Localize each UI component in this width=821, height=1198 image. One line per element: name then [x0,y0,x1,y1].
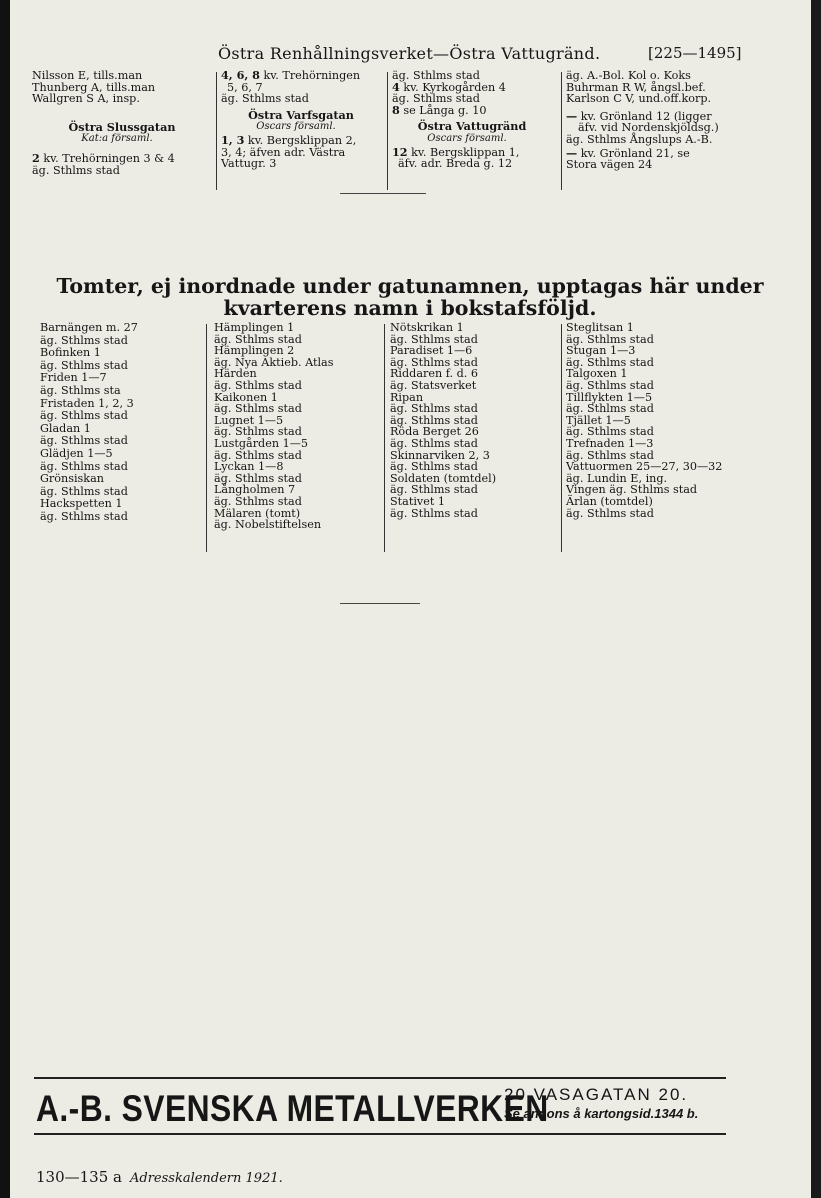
list-item: Vingen äg. Sthlms stad [566,483,698,497]
list-item: Vattuormen 25—27, 30—32 [566,460,723,474]
list-item: äg. Sthlms stad [566,402,654,416]
top-column-4 [566,70,719,171]
property-number: 4, 6, 8 [221,68,260,82]
list-item: äg. Sthlms stad [40,333,128,347]
list-item: Härden [214,367,257,381]
list-item: Fristaden 1, 2, 3 [40,396,134,410]
property-number: 1, 3 [221,132,245,147]
list-item: Röda Berget 26 [390,425,479,439]
list-item: Hämplingen 1 [214,321,295,334]
list-item: äg. Sthlms stad [214,378,302,392]
owner-line: äg. Sthlms stad [392,92,480,106]
list-item: äg. Nobelstiftelsen [214,518,322,532]
property-entry [221,70,381,82]
list-item: Hämplingen 2 [214,344,295,358]
list-column-4 [566,322,722,519]
street-heading: Östra Slussgatan [68,119,176,134]
list-item: Lustgården 1—5 [214,436,309,450]
list-item: äg. Nya Aktieb. Atlas [214,355,334,369]
property-text: kv. Bergsklippan 1, [407,145,520,159]
list-item: Lyckan 1—8 [214,460,284,474]
column-divider [206,324,207,552]
list-item: äg. Sthlms stad [390,506,478,520]
property-entry [32,150,212,165]
advert-rule-bottom [34,1133,726,1135]
property-number: 4 [392,79,400,94]
list-item: äg. Sthlms stad [40,358,128,372]
top-column-1 [32,70,212,176]
list-item: Tjället 1—5 [566,413,631,427]
list-item: äg. Sthlms stad [566,448,654,462]
list-item: Grönsiskan [40,472,104,486]
owner-line: äg. Sthlms stad [32,163,120,177]
property-text: kv. Kyrkogården 4 [399,80,506,94]
list-item: äg. Sthlms stad [40,459,128,473]
property-subline: 3, 4; äfven adr. Västra [221,145,346,159]
list-item: äg. Sthlms stad [40,484,128,498]
property-subline: Vattugr. 3 [221,157,277,171]
list-item: Nötskrikan 1 [390,321,464,334]
column-divider [561,72,562,190]
page-footer [36,1168,283,1186]
page-number: 130—135 a [36,1168,122,1186]
list-item: äg. Sthlms stad [214,471,302,485]
property-subline: äfv. adr. Breda g. 12 [398,157,513,171]
list-item: äg. Sthlms stad [566,425,654,439]
list-item: Hackspetten 1 [40,497,123,511]
list-item: äg. Sthlms stad [390,483,478,497]
property-text: kv. Bergsklippan 2, [244,133,357,147]
list-item: Steglitsan 1 [566,321,634,334]
list-item: Trefnaden 1—3 [566,436,654,450]
list-column-2 [214,322,333,531]
resident-line: Karlson C V, und.off.korp. [566,92,712,106]
property-dash: — [566,145,578,160]
list-item: Barnängen m. 27 [40,321,138,334]
resident-line: äg. A.-Bol. Kol o. Koks [566,69,691,82]
property-text: kv. Grönland 12 (ligger [577,109,712,123]
property-text: se Långa g. 10 [399,103,487,117]
list-item: äg. Sthlms stad [566,506,654,520]
list-item: Långholmen 7 [214,483,296,497]
list-item: Stativet 1 [390,494,446,508]
list-column-1 [40,322,138,524]
page-range: [225—1495] [648,44,742,62]
scan-edge-left [0,0,10,1198]
advert-address: 20 VASAGATAN 20. [504,1085,689,1104]
advert-tagline: Se annons å kartongsid.1344 b. [504,1106,699,1121]
property-dash: — [566,108,578,123]
list-item: äg. Sthlms stad [214,402,302,416]
list-item: äg. Sthlms stad [390,436,478,450]
list-item: Soldaten (tomtdel) [390,471,497,485]
list-item: Glädjen 1—5 [40,446,113,460]
list-item: Mälaren (tomt) [214,506,301,520]
property-text: kv. Trehörningen 3 & 4 [39,151,175,165]
property-number: 12 [392,144,408,159]
list-item: äg. Sthlms stad [214,332,302,346]
list-item: Lugnet 1—5 [214,413,284,427]
list-item: Riddaren f. d. 6 [390,367,478,381]
owner-line: äg. Sthlms stad [392,69,480,82]
list-item: äg. Sthlms stad [40,409,128,423]
top-column-2 [221,70,381,170]
property-subline: Stora vägen 24 [566,158,653,172]
section-rule [340,193,426,194]
section-heading-line-2: kvarterens namn i bokstafsföljd. [223,296,597,320]
list-item: äg. Sthlms stad [390,402,478,416]
list-item: Kaikonen 1 [214,390,278,404]
list-item: äg. Sthlms stad [40,509,128,523]
list-column-3 [390,322,496,519]
owner-line: äg. Sthlms Ångslups A.-B. [566,132,713,146]
list-item: äg. Sthlms stad [214,448,302,462]
resident-line: Thunberg A, tills.man [32,80,156,94]
top-column-3 [392,70,552,170]
property-entry [392,102,552,117]
list-item: Friden 1—7 [40,371,107,385]
publication-title: Adresskalendern 1921. [129,1171,283,1186]
list-item: äg. Sthlms stad [40,434,128,448]
list-item: Ärlan (tomtdel) [566,494,653,508]
scan-edge-right [811,0,821,1198]
resident-line: Nilsson E, tills.man [32,69,143,82]
list-item: äg. Lundin E, ing. [566,471,668,485]
list-item: äg. Sthlms stad [566,332,654,346]
list-item: äg. Sthlms stad [390,355,478,369]
list-item: äg. Sthlms stad [390,413,478,427]
property-text: kv. Grönland 21, se [577,146,690,160]
advert-company: A.-B. SVENSKA METALLVERKEN [36,1088,549,1129]
street-heading: Östra Varfsgatan [248,107,354,122]
column-divider [561,324,562,552]
list-item: äg. Sthlms sta [40,383,121,397]
list-item: äg. Sthlms stad [390,460,478,474]
running-head: Östra Renhållningsverket—Östra Vattugränd. [218,44,601,63]
list-item: äg. Sthlms stad [214,494,302,508]
list-item: Paradiset 1—6 [390,344,473,358]
resident-line: Buhrman R W, ångsl.bef. [566,80,706,94]
list-item: äg. Sthlms stad [566,378,654,392]
list-item: äg. Statsverket [390,378,477,392]
list-item: Ripan [390,390,424,404]
advert-rule-top [34,1077,726,1079]
list-item: Stugan 1—3 [566,344,636,358]
property-text: kv. Trehörningen [259,69,361,82]
column-divider [387,72,388,190]
owner-line: äg. Sthlms stad [221,92,309,106]
parish-label: Oscars församl. [256,121,336,133]
property-subline: äfv. vid Nordenskjöldsg.) [578,121,719,135]
street-heading: Östra Vattugränd [417,119,527,134]
section-rule [340,603,420,604]
list-item: äg. Sthlms stad [214,425,302,439]
resident-line: Wallgren S A, insp. [32,92,140,106]
list-item: Gladan 1 [40,421,91,435]
property-number: 8 [392,102,400,117]
property-entry [221,132,381,147]
list-item: Bofinken 1 [40,346,101,360]
list-item: Skinnarviken 2, 3 [390,448,490,462]
list-item: äg. Sthlms stad [390,332,478,346]
list-item: Talgoxen 1 [566,367,628,381]
section-heading-line-1: Tomter, ej inordnade under gatunamnen, upptagas här under [56,274,764,298]
column-divider [384,324,385,552]
property-number: 2 [32,150,40,165]
property-subline: 5, 6, 7 [227,80,263,94]
parish-label: Kat:a församl. [81,133,153,145]
column-divider [216,72,217,190]
list-item: äg. Sthlms stad [566,355,654,369]
list-item: Tillflykten 1—5 [566,390,653,404]
parish-label: Oscars församl. [427,132,507,144]
